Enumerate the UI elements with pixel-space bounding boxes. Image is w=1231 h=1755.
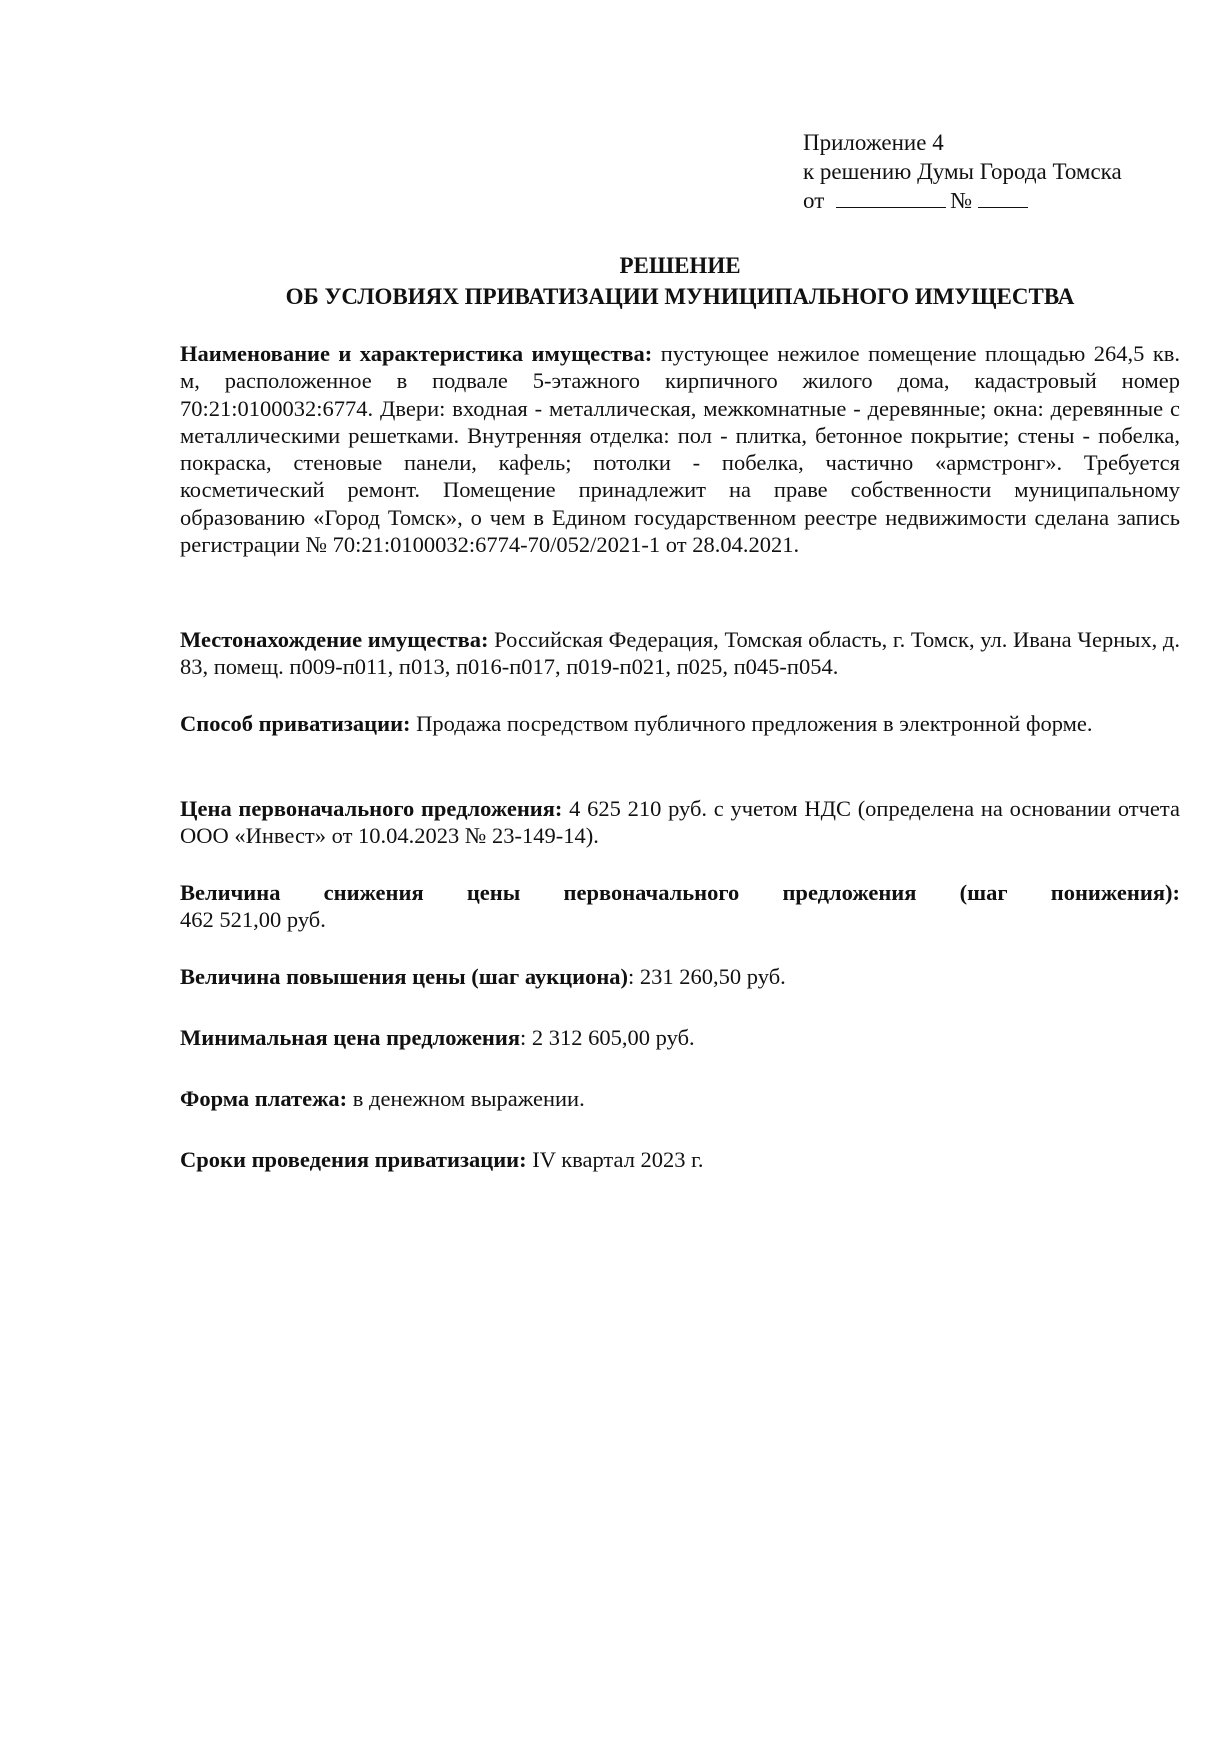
property-location <box>180 626 1180 681</box>
price-decrease-label-line <box>180 879 1180 906</box>
document-title: РЕШЕНИЕ <box>619 253 741 278</box>
privatization-terms-label: Сроки проведения приватизации: <box>180 1147 527 1172</box>
price-decrease-label: Величина снижения цены первоначального предложения (шаг понижения): <box>180 880 1180 905</box>
property-description <box>180 340 1180 558</box>
number-label: № <box>950 188 973 213</box>
initial-price-label: Цена первоначального предложения: <box>180 796 563 821</box>
price-increase-label: Величина повышения цены (шаг аукциона) <box>180 964 629 989</box>
price-decrease-value: 462 521,00 руб. <box>180 907 326 932</box>
privatization-method-label: Способ приватизации: <box>180 711 411 736</box>
minimum-price-label: Минимальная цена предложения <box>180 1025 521 1050</box>
payment-form <box>180 1085 1180 1112</box>
privatization-method <box>180 710 1180 737</box>
privatization-terms <box>180 1146 1180 1173</box>
appendix-date-number-line <box>803 186 1122 215</box>
price-increase <box>180 963 1180 990</box>
property-description-text: пустующее нежилое помещение площадью 264,5 кв. м, расположенное в подвале 5-этажного кирпичного жилого дома, кадастровый номер 70:21:0100032:6774. Двери: входная - металлическая, межкомнатные - деревянные; окна: деревянные с металлическими решетками. Внутренняя отделка: пол - плитка, бетонное покрытие; стены - побелка, покраска, стеновые панели, кафель; потолки - побелка, частично «армстронг». Требуется косметический ремонт. Помещение принадлежит на праве собственности муниципальному образованию «Город Томск», о чем в Едином государственном реестре недвижимости сделана запись регистрации № 70:21:0100032:6774-70/052/2021-1 от 28.04.2021. <box>180 341 1180 558</box>
date-blank <box>836 189 946 208</box>
number-blank <box>978 189 1028 208</box>
price-increase-text: : 231 260,50 руб. <box>628 964 786 989</box>
payment-form-label: Форма платежа: <box>180 1086 348 1111</box>
appendix-reference: к решению Думы Города Томска <box>803 159 1122 184</box>
privatization-terms-text: IV квартал 2023 г. <box>526 1147 704 1172</box>
payment-form-text: в денежном выражении. <box>347 1086 585 1111</box>
from-label: от <box>803 188 825 213</box>
property-location-text: Российская Федерация, Томская область, г. Томск, ул. Ивана Черных, д. 83, помещ. п009-п011, п013, п016-п017, п019-п021, п025, п045-п054. <box>180 627 1180 680</box>
appendix-block <box>803 128 1122 215</box>
property-location-label: Местонахождение имущества: <box>180 627 489 652</box>
property-description-label: Наименование и характеристика имущества: <box>180 341 653 366</box>
initial-price <box>180 795 1180 850</box>
appendix-number: Приложение 4 <box>803 130 944 155</box>
initial-price-text: 4 625 210 руб. с учетом НДС (определена на основании отчета ООО «Инвест» от 10.04.2023 № 23-149-14). <box>180 796 1180 849</box>
document-subtitle: ОБ УСЛОВИЯХ ПРИВАТИЗАЦИИ МУНИЦИПАЛЬНОГО ИМУЩЕСТВА <box>285 284 1075 309</box>
privatization-method-text: Продажа посредством публичного предложения в электронной форме. <box>410 711 1093 736</box>
minimum-price <box>180 1024 1180 1051</box>
minimum-price-text: : 2 312 605,00 руб. <box>520 1025 695 1050</box>
